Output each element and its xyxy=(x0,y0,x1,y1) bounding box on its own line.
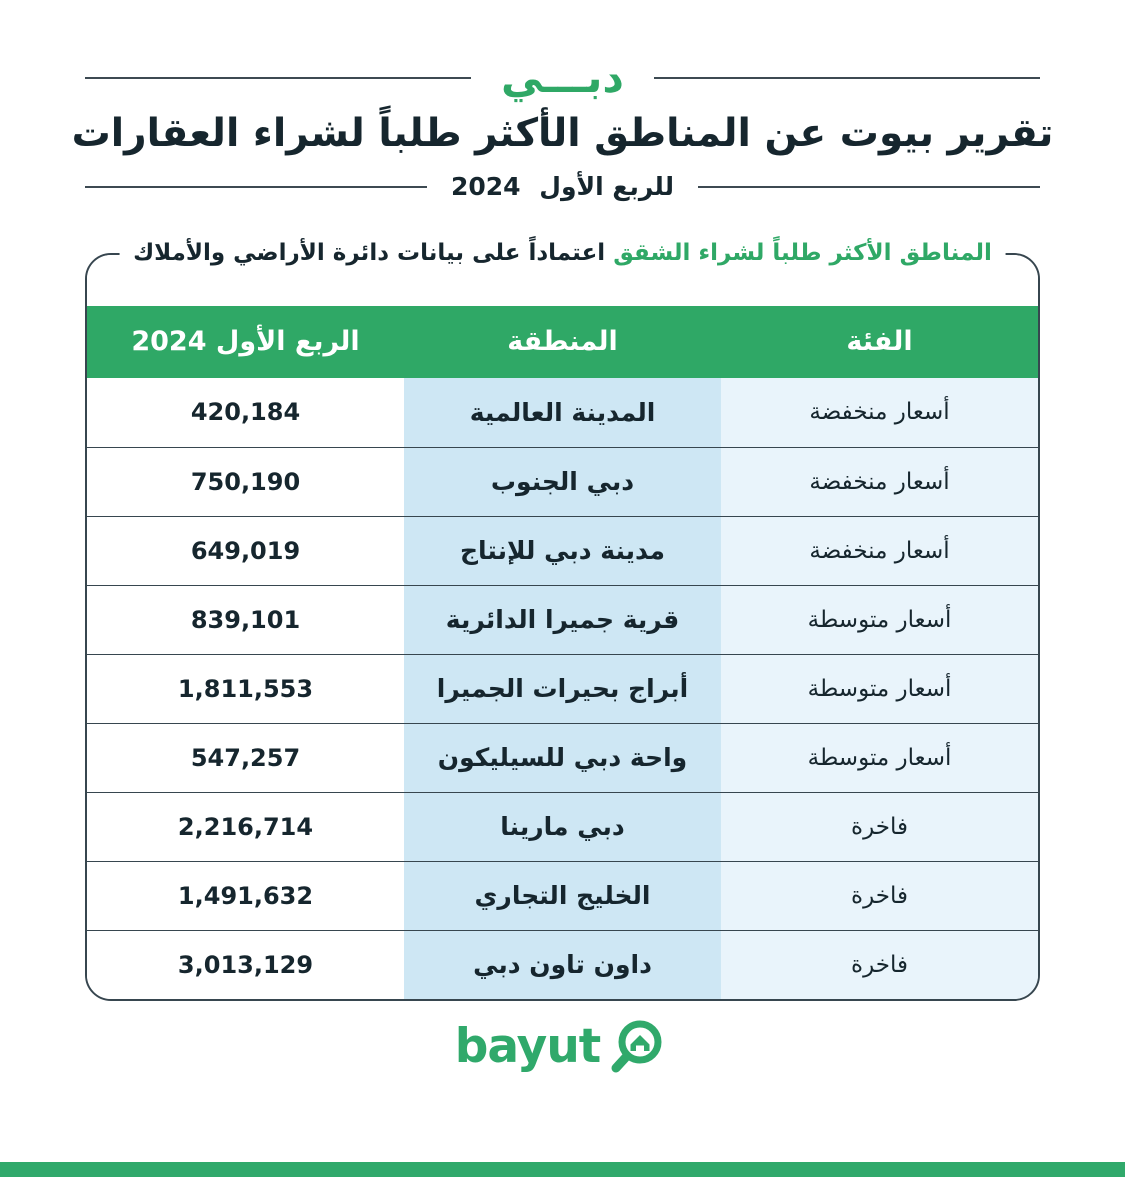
area-cell: المدينة العالمية xyxy=(404,378,721,447)
area-cell: واحة دبي للسيليكون xyxy=(404,724,721,792)
area-cell: قرية جميرا الدائرية xyxy=(404,586,721,654)
header-rule-right xyxy=(654,77,1040,79)
area-cell: الخليج التجاري xyxy=(404,862,721,930)
table-body xyxy=(87,378,1038,999)
category-cell: أسعار منخفضة xyxy=(721,448,1038,516)
table-panel-border xyxy=(85,253,1040,1001)
city-header-row xyxy=(85,52,1040,104)
column-header-value: الربع الأول 2024 xyxy=(131,326,360,358)
table-row xyxy=(87,654,1038,723)
category-cell: أسعار متوسطة xyxy=(721,724,1038,792)
brand-wordmark: bayut xyxy=(454,1019,601,1075)
value-cell: 547,257 xyxy=(87,724,404,792)
footer-accent-bar xyxy=(0,1162,1125,1177)
value-cell: 750,190 xyxy=(87,448,404,516)
category-cell: فاخرة xyxy=(721,862,1038,930)
apartments-table-panel xyxy=(85,239,1040,1001)
table-row xyxy=(87,723,1038,792)
value-cell: 839,101 xyxy=(87,586,404,654)
bayut-magnifier-house-icon xyxy=(606,1015,670,1079)
table-row xyxy=(87,585,1038,654)
area-cell: داون تاون دبي xyxy=(404,931,721,999)
table-heading-highlight: المناطق الأكثر طلباً لشراء الشقق xyxy=(613,239,992,266)
footer-brand xyxy=(0,1011,1125,1083)
area-cell: مدينة دبي للإنتاج xyxy=(404,517,721,585)
value-cell: 1,491,632 xyxy=(87,862,404,930)
column-header-area: المنطقة xyxy=(507,326,618,358)
category-cell: فاخرة xyxy=(721,931,1038,999)
column-header-category: الفئة xyxy=(846,326,913,358)
table-heading-rest: اعتماداً على بيانات دائرة الأراضي والأملاك xyxy=(133,239,606,266)
table-row xyxy=(87,516,1038,585)
value-cell: 3,013,129 xyxy=(87,931,404,999)
report-period xyxy=(451,172,674,201)
value-cell: 2,216,714 xyxy=(87,793,404,861)
page-title: تقرير بيوت عن المناطق الأكثر طلباً لشراء العقارات xyxy=(71,111,1054,156)
table-header-row xyxy=(87,306,1038,378)
table-row xyxy=(87,792,1038,861)
subtitle-rule-right xyxy=(698,186,1040,188)
table-row xyxy=(87,930,1038,999)
area-cell: أبراج بحيرات الجميرا xyxy=(404,655,721,723)
category-cell: أسعار منخفضة xyxy=(721,517,1038,585)
value-cell: 649,019 xyxy=(87,517,404,585)
area-cell: دبي مارينا xyxy=(404,793,721,861)
value-cell: 1,811,553 xyxy=(87,655,404,723)
category-cell: أسعار متوسطة xyxy=(721,586,1038,654)
table-row xyxy=(87,861,1038,930)
table-row xyxy=(87,447,1038,516)
subtitle-rule-left xyxy=(85,186,427,188)
subtitle-row xyxy=(85,169,1040,205)
report-period-year: 2024 xyxy=(450,172,521,202)
value-cell: 420,184 xyxy=(87,378,404,447)
report-period-label: للربع الأول xyxy=(539,172,675,202)
area-cell: دبي الجنوب xyxy=(404,448,721,516)
city-name: دبـــي xyxy=(501,53,624,102)
category-cell: أسعار منخفضة xyxy=(721,378,1038,447)
header-rule-left xyxy=(85,77,471,79)
table-row xyxy=(87,378,1038,447)
category-cell: أسعار متوسطة xyxy=(721,655,1038,723)
category-cell: فاخرة xyxy=(721,793,1038,861)
table-heading xyxy=(119,235,1006,271)
